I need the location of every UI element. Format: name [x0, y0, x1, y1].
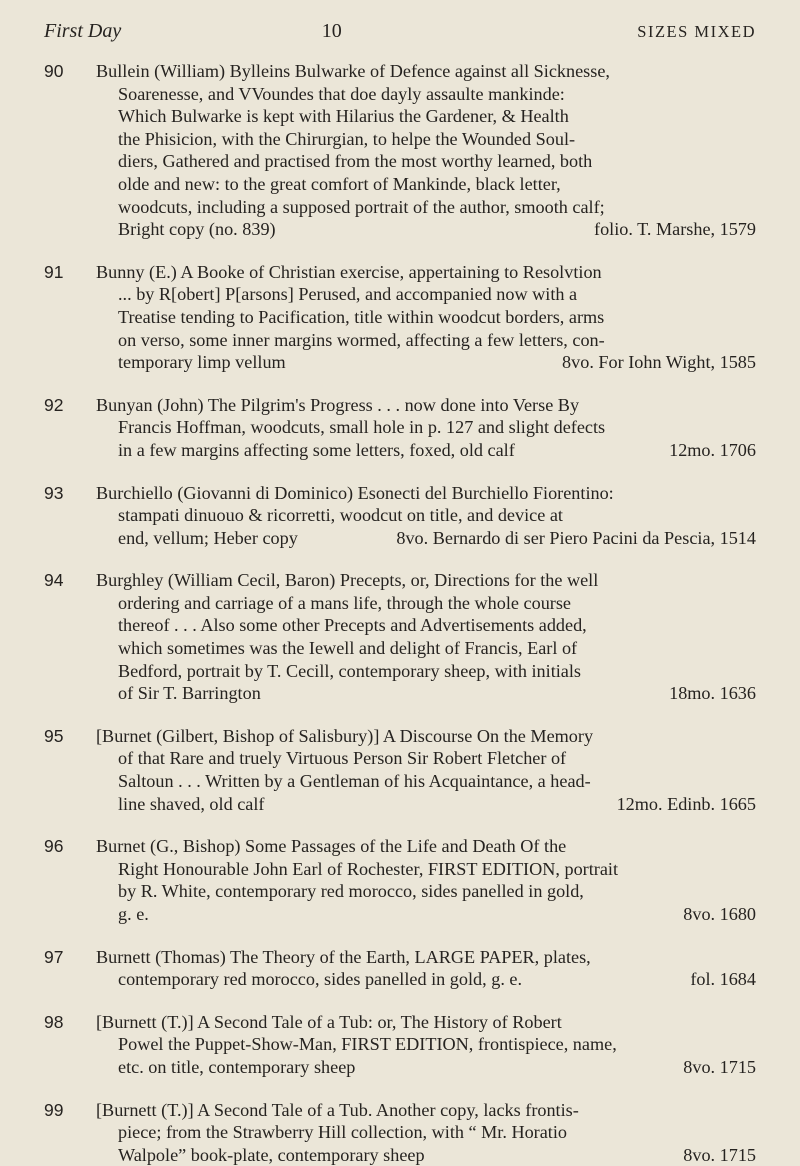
section-heading: SIZES MIXED [637, 22, 756, 41]
lot-number: 95 [44, 725, 64, 746]
lot-format: 8vo. For Iohn Wight, 1585 [562, 352, 756, 373]
lot-description [96, 1011, 756, 1079]
description-line: Soarenesse, and VVoundes that doe dayly assaulte mankinde: [118, 83, 565, 104]
lot-entry [44, 946, 756, 991]
lot-description [96, 482, 756, 550]
lot-number: 93 [44, 482, 64, 503]
lot-number: 97 [44, 946, 64, 967]
lot-number: 98 [44, 1011, 64, 1032]
description-line: thereof . . . Also some other Precepts and Advertisements added, [118, 615, 587, 636]
lot-format: 18mo. 1636 [669, 683, 756, 704]
description-line: [Burnett (T.)] A Second Tale of a Tub: or, The History of Robert [96, 1011, 562, 1032]
description-line: Burghley (William Cecil, Baron) Precepts, or, Directions for the well [96, 570, 599, 591]
description-line: woodcuts, including a supposed portrait of the author, smooth calf; [118, 196, 605, 217]
description-line: ... by R[obert] P[arsons] Perused, and accompanied now with a [118, 284, 578, 305]
description-line: [Burnett (T.)] A Second Tale of a Tub. Another copy, lacks frontis- [96, 1099, 579, 1120]
lot-format: 12mo. Edinb. 1665 [616, 793, 756, 814]
description-line: of that Rare and truely Virtuous Person Sir Robert Fletcher of [118, 748, 567, 769]
description-line: Bunyan (John) The Pilgrim's Progress . . . now done into Verse By [96, 394, 580, 415]
description-line: on verso, some inner margins wormed, affecting a few letters, con- [118, 329, 605, 350]
lot-entry [44, 1011, 756, 1079]
description-line: Saltoun . . . Written by a Gentleman of his Acquaintance, a head- [118, 771, 591, 792]
description-line: Treatise tending to Pacification, title within woodcut borders, arms [118, 306, 605, 327]
description-line: Powel the Puppet-Show-Man, FIRST EDITION, frontispiece, name, [118, 1034, 617, 1055]
lot-number: 91 [44, 261, 64, 282]
lot-description [96, 569, 756, 705]
lot-entry [44, 835, 756, 925]
description-line: of Sir T. Barrington 18mo. 1636 [118, 683, 756, 704]
lot-description [96, 725, 756, 815]
lot-description [96, 394, 756, 462]
description-line: etc. on title, contemporary sheep 8vo. 1715 [118, 1056, 756, 1077]
lot-number: 90 [44, 61, 64, 81]
lot-format: fol. 1684 [690, 969, 756, 990]
description-line: Bedford, portrait by T. Cecill, contemporary sheep, with initials [118, 660, 581, 681]
description-line: Which Bulwarke is kept with Hilarius the Gardener, & Health [118, 106, 569, 127]
lot-number: 92 [44, 394, 64, 415]
description-line: end, vellum; Heber copy 8vo. Bernardo di ser Piero Pacini da Pescia, 1514 [118, 527, 756, 548]
description-line: contemporary red morocco, sides panelled in gold, g. e. fol. 1684 [118, 969, 756, 990]
description-line: Bunny (E.) A Booke of Christian exercise, appertaining to Resolvtion [96, 261, 602, 282]
description-line: piece; from the Strawberry Hill collection, with “ Mr. Horatio [118, 1122, 568, 1143]
lot-entry [44, 569, 756, 705]
lot-number: 94 [44, 570, 64, 591]
lot-description [96, 60, 756, 241]
page-number: 10 [321, 20, 342, 42]
lot-format: folio. T. Marshe, 1579 [594, 219, 756, 240]
description-line: stampati dinuouo & ricorretti, woodcut on title, and device at [118, 505, 563, 526]
lot-number: 96 [44, 836, 64, 857]
description-line: Burnet (G., Bishop) Some Passages of the Life and Death Of the [96, 836, 567, 857]
description-line: diers, Gathered and practised from the most worthy learned, both [118, 151, 593, 172]
description-line: Burchiello (Giovanni di Dominico) Esonecti del Burchiello Fiorentino: [96, 482, 614, 503]
lot-description [96, 835, 756, 925]
description-line: [Burnet (Gilbert, Bishop of Salisbury)] A Discourse On the Memory [96, 725, 594, 746]
lot-entry [44, 1099, 756, 1166]
lot-description [96, 261, 756, 374]
lot-description [96, 946, 756, 991]
lot-entry [44, 725, 756, 815]
lot-entry [44, 482, 756, 550]
description-line: by R. White, contemporary red morocco, sides panelled in gold, [118, 881, 584, 902]
lot-list [44, 60, 756, 1166]
description-line: line shaved, old calf 12mo. Edinb. 1665 [118, 793, 756, 814]
description-line: which sometimes was the Iewell and delight of Francis, Earl of [118, 638, 578, 659]
description-line: olde and new: to the great comfort of Mankinde, black letter, [118, 173, 561, 194]
description-line: Bright copy (no. 839) folio. T. Marshe, 1579 [118, 219, 756, 240]
lot-format: 8vo. Bernardo di ser Piero Pacini da Pescia, 1514 [396, 527, 756, 548]
lot-number: 99 [44, 1099, 64, 1120]
description-line: Francis Hoffman, woodcuts, small hole in p. 127 and slight defects [118, 417, 606, 438]
description-line: Bullein (William) Bylleins Bulwarke of Defence against all Sicknesse, [96, 61, 610, 81]
description-line: Right Honourable John Earl of Rochester, FIRST EDITION, portrait [118, 858, 619, 879]
description-line: in a few margins affecting some letters, foxed, old calf 12mo. 1706 [118, 439, 756, 460]
lot-entry [44, 60, 756, 241]
page-header [44, 20, 756, 60]
lot-description [96, 1099, 756, 1166]
day-heading: First Day [44, 20, 122, 42]
description-line: g. e. 8vo. 1680 [118, 904, 756, 924]
lot-format: 8vo. 1680 [683, 904, 756, 924]
lot-format: 8vo. 1715 [683, 1144, 756, 1165]
description-line: ordering and carriage of a mans life, through the whole course [118, 592, 572, 613]
description-line: Burnett (Thomas) The Theory of the Earth, LARGE PAPER, plates, [96, 946, 591, 967]
description-line: the Phisicion, with the Chirurgian, to helpe the Wounded Soul- [118, 128, 576, 149]
description-line: Walpole” book-plate, contemporary sheep 8vo. 1715 [118, 1144, 756, 1165]
lot-entry [44, 261, 756, 374]
lot-entry [44, 394, 756, 462]
description-line: temporary limp vellum 8vo. For Iohn Wight, 1585 [118, 352, 756, 373]
lot-format: 12mo. 1706 [669, 439, 756, 460]
lot-format: 8vo. 1715 [683, 1056, 756, 1077]
